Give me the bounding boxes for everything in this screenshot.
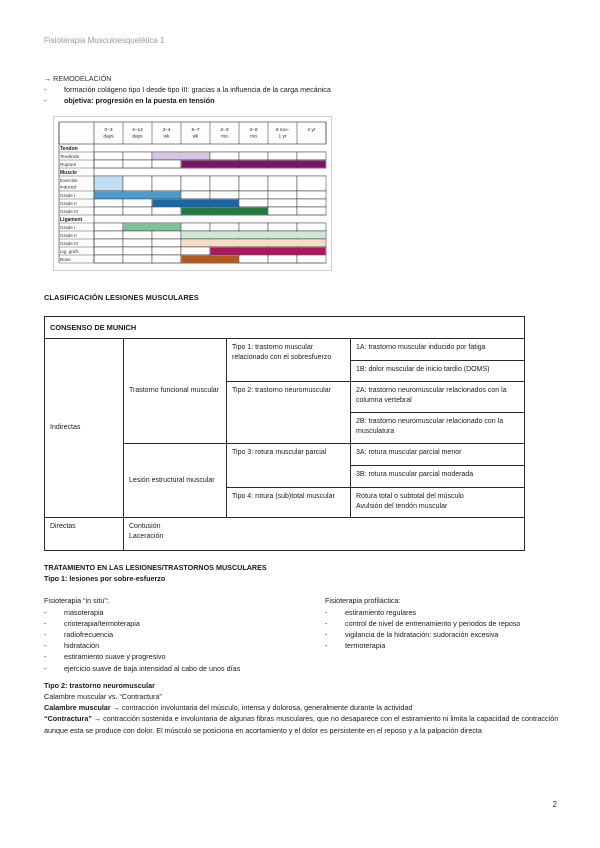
list-item: - objetiva: progresión en la puesta en tensión — [44, 96, 215, 105]
chart-cell — [123, 176, 152, 191]
chart-column-label: 1 yr — [278, 134, 287, 140]
in-situ-column — [44, 595, 325, 673]
chart-bar — [95, 177, 123, 191]
chart-row-label: Bone — [60, 257, 71, 262]
chart-column-label: 0–3 — [104, 128, 113, 133]
chart-bar — [211, 248, 326, 255]
chart-cell — [239, 223, 268, 231]
chart-cell — [210, 223, 239, 231]
list-item: - masoterapia — [44, 607, 104, 617]
subtype-4: Rotura total o subtotal del músculo Avulsión del tendón muscular — [351, 488, 525, 518]
tipo3-cell: Tipo 3: rotura muscular parcial — [227, 444, 351, 488]
chart-cell — [94, 152, 123, 160]
chart-group-label: Tendon — [60, 146, 78, 152]
chart-bar — [182, 232, 326, 239]
bullet-text: formación colágeno tipo I desde tipo III: gracias a la influencia de la carga mecánica — [64, 85, 331, 94]
tipo2-heading: Tipo 2: trastorno neuromuscular — [44, 680, 155, 690]
chart-cell — [123, 247, 152, 255]
profilactica-title: Fisioterapia profiláctica: — [325, 596, 401, 606]
chart-row-label: Exercise — [60, 178, 78, 183]
chart-cell — [268, 199, 297, 207]
munich-title: CONSENSO DE MUNICH — [45, 317, 525, 339]
subtype-1a: 1A: trastorno muscular inducido por fatiga — [351, 339, 525, 361]
chart-cell — [268, 223, 297, 231]
subtype-2a: 2A: trastorno neuromuscular relacionados con la columna vertebral — [351, 382, 525, 413]
chart-cell — [94, 223, 123, 231]
chart-cell — [123, 152, 152, 160]
list-item: - control de nivel de entrenamiento y periodos de reposo — [325, 618, 521, 628]
chart-column-label: 3–6 — [249, 128, 258, 133]
chart-cell — [94, 199, 123, 207]
chart-cell — [210, 152, 239, 160]
calambre-paragraph: Calambre muscular → contracción involuntaria del músculo, intensa y dolorosa, generalmente durante la actividad — [44, 703, 413, 713]
chart-column-label: 5–7 — [191, 128, 200, 133]
chart-row-label: Grade I — [60, 225, 76, 230]
chart-cell — [239, 191, 268, 199]
list-item: - ejercicio suave de baja intensidad al cabo de unos días — [44, 663, 241, 673]
chart-cell — [297, 199, 326, 207]
list-item: - hidratación — [44, 641, 100, 651]
profilactica-column — [325, 595, 525, 673]
chart-cell — [94, 231, 123, 239]
directas-types: Contusión Laceración — [124, 518, 525, 551]
list-item: - crioterapia/termoterapia — [44, 618, 140, 628]
chart-cell — [239, 255, 268, 263]
healing-timeline-chart — [53, 116, 332, 271]
chart-cell — [94, 207, 123, 215]
chart-cell — [297, 223, 326, 231]
chart-column-label: mo — [250, 134, 257, 140]
page-header: Fisioterapia Musculoesquelética 1 — [44, 36, 165, 45]
subtype-1b: 1B: dolor muscular de inicio tardío (DOMS) — [351, 361, 525, 382]
chart-bar — [153, 200, 239, 207]
chart-cell — [152, 207, 181, 215]
chart-group-label: Ligament — [60, 217, 83, 223]
munich-consensus-table — [44, 316, 525, 551]
chart-bar — [182, 256, 239, 263]
chart-header-box — [59, 122, 326, 144]
chart-bar — [182, 240, 326, 247]
chart-cell — [210, 176, 239, 191]
chart-row-label: Grade II — [60, 233, 77, 238]
list-item: - radiofrecuencia — [44, 630, 114, 640]
funcional-cell: Trastorno funcional muscular — [124, 339, 227, 444]
chart-cell — [297, 176, 326, 191]
in-situ-title: Fisioterapia “in situ”: — [44, 596, 109, 606]
subtype-3b: 3B: rotura muscular parcial moderada — [351, 466, 525, 488]
chart-column-label: 2 yr — [307, 128, 316, 133]
list-item: - estiramiento regulares — [325, 607, 417, 617]
chart-cell — [123, 231, 152, 239]
chart-cell — [152, 176, 181, 191]
chart-bar — [95, 192, 181, 199]
chart-cell — [297, 207, 326, 215]
chart-cell — [123, 160, 152, 168]
contractura-paragraph: “Contractura” → contracción sostenida e involuntaria de algunas fibras musculares, que no desaparece con el estiramiento ni limita la capacidad de contracción aunque esta se produce con dolor. El músculo se posiciona en acortamiento y el dolor es persistente en el reposo y a la palpación directa — [44, 714, 559, 735]
indirectas-cell: Indirectas — [45, 339, 124, 518]
chart-cell — [123, 207, 152, 215]
estructural-cell: Lesión estructural muscular — [124, 444, 227, 518]
chart-cell — [94, 239, 123, 247]
chart-cell — [268, 152, 297, 160]
chart-column-label: wk — [163, 134, 170, 140]
directas-cell: Directas — [45, 518, 124, 551]
chart-cell — [123, 239, 152, 247]
chart-cell — [152, 247, 181, 255]
chart-row-label: Grade I — [60, 193, 76, 198]
tipo2-cell: Tipo 2: trastorno neuromuscular — [227, 382, 351, 444]
list-item: - formación colágeno tipo I desde tipo III: gracias a la influencia de la carga mecánica — [44, 85, 331, 94]
chart-cell — [268, 255, 297, 263]
chart-cell — [152, 239, 181, 247]
page-number: 2 — [552, 800, 557, 809]
chart-group-label: Muscle — [60, 170, 77, 176]
chart-cell — [239, 199, 268, 207]
chart-column-label: days — [132, 134, 143, 140]
chart-cell — [297, 152, 326, 160]
bullet-text: objetiva: progresión en la puesta en tensión — [64, 96, 215, 105]
chart-row-label: Rupture — [60, 162, 77, 167]
chart-cell — [181, 191, 210, 199]
healing-timeline-svg — [54, 117, 333, 272]
chart-cell — [268, 176, 297, 191]
chart-cell — [152, 255, 181, 263]
chart-cell — [181, 223, 210, 231]
chart-column-label: days — [103, 134, 114, 140]
chart-cell — [268, 207, 297, 215]
chart-column-label: mo — [221, 134, 228, 140]
chart-cell — [239, 176, 268, 191]
chart-column-label: wk — [192, 134, 199, 140]
chart-row-label: Grade II — [60, 201, 77, 206]
tratamiento-section — [44, 562, 559, 736]
chart-cell — [268, 191, 297, 199]
chart-column-label: 4–14 — [132, 128, 143, 133]
subtype-2b: 2B: trastorno neuromuscular relacionado con la musculatura — [351, 413, 525, 444]
chart-cell — [123, 255, 152, 263]
list-item: - estiramiento suave y progresivo — [44, 652, 166, 662]
chart-cell — [297, 191, 326, 199]
chart-cell — [239, 152, 268, 160]
chart-cell — [297, 255, 326, 263]
chart-row-label: Tendinitis — [60, 154, 80, 159]
chart-cell — [123, 199, 152, 207]
chart-row-label: Grade III — [60, 241, 78, 246]
chart-cell — [152, 160, 181, 168]
chart-column-label: 2–3 — [220, 128, 229, 133]
chart-cell — [152, 231, 181, 239]
tipo1-heading: Tipo 1: lesiones por sobre-esfuerzo — [44, 574, 166, 584]
subtype-3a: 3A: rotura muscular parcial menor — [351, 444, 525, 466]
chart-column-label: 6 mo– — [275, 128, 290, 133]
chart-cell — [210, 191, 239, 199]
chart-row-label: Lig. graft — [60, 249, 78, 254]
chart-row-label: induced — [60, 184, 77, 190]
tipo1-cell: Tipo 1: trastorno muscular relacionado con el sobresfuerzo — [227, 339, 351, 382]
tipo2-section — [44, 680, 559, 736]
remodelacion-section — [44, 73, 554, 106]
chart-cell — [181, 176, 210, 191]
list-item: - termoterapia — [325, 641, 386, 651]
clasificacion-title: CLASIFICACIÓN LESIONES MUSCULARES — [44, 293, 199, 302]
tipo4-cell: Tipo 4: rotura (sub)total muscular — [227, 488, 351, 518]
chart-cell — [181, 247, 210, 255]
chart-bar — [182, 161, 326, 168]
chart-bar — [182, 208, 268, 215]
remodelacion-title: → REMODELACIÓN — [44, 74, 112, 83]
chart-cell — [94, 247, 123, 255]
chart-bar — [153, 153, 210, 160]
chart-cell — [94, 255, 123, 263]
chart-column-label: 3–4 — [162, 128, 171, 133]
chart-bar — [124, 224, 181, 231]
chart-row-label: Grade III — [60, 209, 78, 214]
list-item: - vigilancia de la hidratación: sudoración excesiva — [325, 630, 499, 640]
calambre-vs: Calambre muscular vs. “Contractura” — [44, 692, 162, 702]
chart-cell — [94, 160, 123, 168]
tratamiento-title: TRATAMIENTO EN LAS LESIONES/TRASTORNOS MUSCULARES — [44, 563, 267, 572]
